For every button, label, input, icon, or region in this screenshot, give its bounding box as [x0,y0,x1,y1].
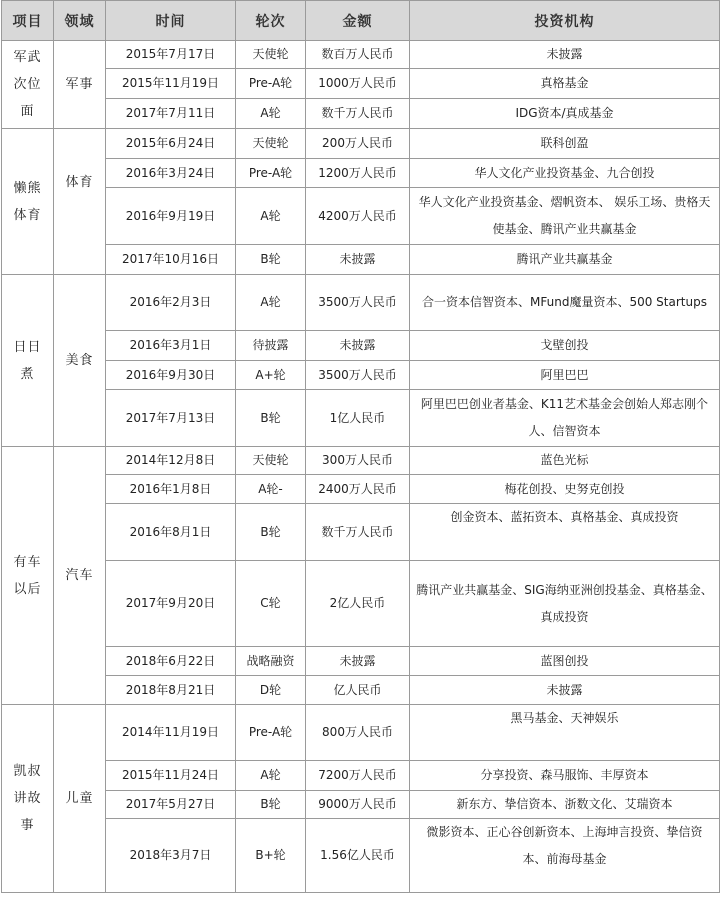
field-cell: 体育 [54,129,106,275]
table-row [2,761,720,791]
investors-cell: 蓝色光标 [410,447,720,475]
amount-cell: 7200万人民币 [306,761,410,791]
table-row [2,819,720,893]
amount-cell: 2亿人民币 [306,561,410,647]
round-cell: B轮 [236,245,306,275]
date-cell: 2017年7月13日 [106,390,236,447]
amount-cell: 数千万人民币 [306,504,410,561]
table-row [2,791,720,819]
table-row [2,447,720,475]
investors-cell: 未披露 [410,676,720,705]
investors-cell: 新东方、挚信资本、浙数文化、艾瑞资本 [410,791,720,819]
round-cell: Pre-A轮 [236,705,306,761]
project-cell: 懒熊体育 [2,129,54,275]
header-row [2,1,720,41]
table-row [2,361,720,390]
amount-cell: 200万人民币 [306,129,410,159]
table-row [2,475,720,504]
field-cell: 美食 [54,275,106,447]
field-cell: 汽车 [54,447,106,705]
amount-cell: 3500万人民币 [306,275,410,331]
investors-cell: 创金资本、蓝拓资本、真格基金、真成投资 [410,504,720,561]
field-cell: 儿童 [54,705,106,893]
date-cell: 2018年3月7日 [106,819,236,893]
header-round: 轮次 [236,1,306,41]
date-cell: 2015年11月24日 [106,761,236,791]
date-cell: 2014年12月8日 [106,447,236,475]
date-cell: 2016年9月19日 [106,188,236,245]
table-row [2,676,720,705]
amount-cell: 3500万人民币 [306,361,410,390]
investors-cell: 真格基金 [410,69,720,99]
amount-cell: 800万人民币 [306,705,410,761]
date-cell: 2014年11月19日 [106,705,236,761]
table-row [2,331,720,361]
investors-cell: 华人文化产业投资基金、九合创投 [410,159,720,188]
amount-cell: 2400万人民币 [306,475,410,504]
date-cell: 2016年9月30日 [106,361,236,390]
header-project: 项目 [2,1,54,41]
round-cell: 待披露 [236,331,306,361]
date-cell: 2016年3月24日 [106,159,236,188]
round-cell: Pre-A轮 [236,69,306,99]
date-cell: 2017年9月20日 [106,561,236,647]
round-cell: 战略融资 [236,647,306,676]
date-cell: 2017年5月27日 [106,791,236,819]
table-row [2,561,720,647]
date-cell: 2015年6月24日 [106,129,236,159]
table-row [2,245,720,275]
investors-cell: 梅花创投、史努克创投 [410,475,720,504]
amount-cell: 9000万人民币 [306,791,410,819]
header-amount: 金额 [306,1,410,41]
date-cell: 2016年2月3日 [106,275,236,331]
header-date: 时间 [106,1,236,41]
date-cell: 2016年1月8日 [106,475,236,504]
round-cell: A轮 [236,761,306,791]
investors-cell: IDG资本/真成基金 [410,99,720,129]
investors-cell: 腾讯产业共赢基金 [410,245,720,275]
date-cell: 2015年7月17日 [106,41,236,69]
table-row [2,159,720,188]
table-row [2,705,720,761]
amount-cell: 未披露 [306,331,410,361]
funding-table [1,0,720,893]
amount-cell: 1亿人民币 [306,390,410,447]
round-cell: Pre-A轮 [236,159,306,188]
table-row [2,69,720,99]
table-row [2,188,720,245]
round-cell: B+轮 [236,819,306,893]
round-cell: 天使轮 [236,447,306,475]
amount-cell: 未披露 [306,245,410,275]
amount-cell: 1200万人民币 [306,159,410,188]
date-cell: 2018年6月22日 [106,647,236,676]
round-cell: A轮- [236,475,306,504]
investors-cell: 戈壁创投 [410,331,720,361]
project-cell: 凯叔讲故事 [2,705,54,893]
investors-cell: 华人文化产业投资基金、熠帆资本、 娱乐工场、贵格天使基金、腾讯产业共赢基金 [410,188,720,245]
table-row [2,99,720,129]
round-cell: B轮 [236,504,306,561]
table-row [2,390,720,447]
investors-cell: 未披露 [410,41,720,69]
table-row [2,129,720,159]
round-cell: 天使轮 [236,41,306,69]
investors-cell: 腾讯产业共赢基金、SIG海纳亚洲创投基金、真格基金、真成投资 [410,561,720,647]
amount-cell: 亿人民币 [306,676,410,705]
date-cell: 2015年11月19日 [106,69,236,99]
table-row [2,275,720,331]
investors-cell: 分享投资、森马服饰、丰厚资本 [410,761,720,791]
header-investors: 投资机构 [410,1,720,41]
round-cell: D轮 [236,676,306,705]
project-cell: 有车以后 [2,447,54,705]
investors-cell: 黑马基金、天神娱乐 [410,705,720,761]
amount-cell: 数千万人民币 [306,99,410,129]
project-cell: 军武次位面 [2,41,54,129]
investors-cell: 阿里巴巴 [410,361,720,390]
date-cell: 2017年10月16日 [106,245,236,275]
header-field: 领域 [54,1,106,41]
round-cell: A轮 [236,275,306,331]
amount-cell: 1.56亿人民币 [306,819,410,893]
investors-cell: 微影资本、正心谷创新资本、上海坤言投资、挚信资本、前海母基金 [410,819,720,893]
round-cell: 天使轮 [236,129,306,159]
table-row [2,647,720,676]
field-cell: 军事 [54,41,106,129]
project-cell: 日日煮 [2,275,54,447]
investors-cell: 合一资本信智资本、MFund魔量资本、500 Startups [410,275,720,331]
investors-cell: 阿里巴巴创业者基金、K11艺术基金会创始人郑志刚个人、信智资本 [410,390,720,447]
amount-cell: 数百万人民币 [306,41,410,69]
date-cell: 2018年8月21日 [106,676,236,705]
table-row [2,504,720,561]
round-cell: A轮 [236,188,306,245]
amount-cell: 300万人民币 [306,447,410,475]
round-cell: C轮 [236,561,306,647]
amount-cell: 4200万人民币 [306,188,410,245]
date-cell: 2017年7月11日 [106,99,236,129]
amount-cell: 1000万人民币 [306,69,410,99]
round-cell: B轮 [236,791,306,819]
table-row [2,41,720,69]
date-cell: 2016年8月1日 [106,504,236,561]
round-cell: A+轮 [236,361,306,390]
amount-cell: 未披露 [306,647,410,676]
date-cell: 2016年3月1日 [106,331,236,361]
investors-cell: 蓝图创投 [410,647,720,676]
round-cell: A轮 [236,99,306,129]
investors-cell: 联科创盈 [410,129,720,159]
round-cell: B轮 [236,390,306,447]
